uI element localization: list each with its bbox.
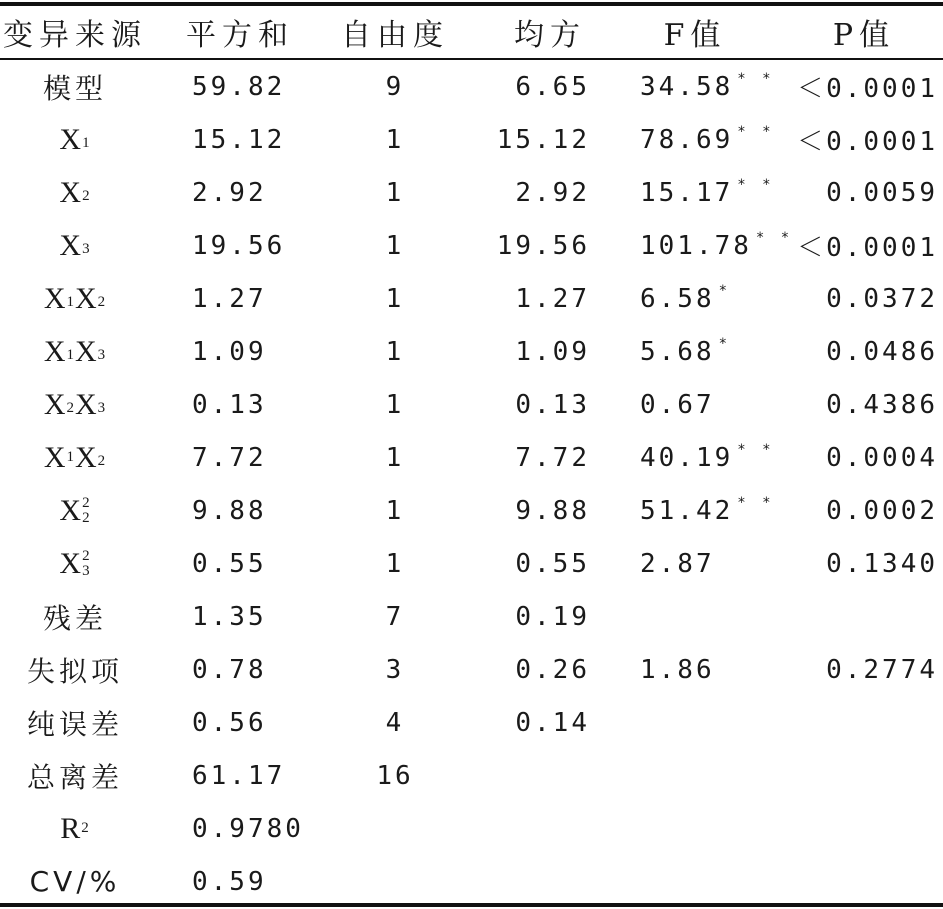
cell-df: 3	[385, 654, 405, 685]
cell-ms: 0.19	[515, 601, 590, 632]
table-row	[0, 272, 943, 325]
table-row	[0, 219, 943, 272]
cell-ss: 0.13	[192, 389, 267, 420]
cell-source: X $_2$	[59, 175, 91, 209]
significance-mark: * *	[755, 229, 794, 246]
cell-df: 1	[385, 177, 405, 208]
cell-ms: 15.12	[496, 124, 590, 155]
table-row	[0, 431, 943, 484]
cell-f	[610, 749, 780, 802]
significance-mark: *	[718, 282, 732, 299]
cell-ms: 9.88	[515, 495, 590, 526]
cell-p	[790, 855, 938, 908]
cell-source: X 2 2	[59, 493, 91, 527]
cell-source: X $_1$ X $_3$	[43, 334, 107, 368]
cell-p	[790, 802, 938, 855]
table-row	[0, 802, 943, 855]
cell-p: 0.2774	[826, 654, 938, 685]
cell-source: CV/%	[29, 865, 121, 898]
cell-source: 纯误差	[26, 707, 123, 741]
cell-ss: 0.9780	[192, 813, 304, 844]
cell-df: 1	[385, 548, 405, 579]
header-ss: 平方和	[186, 18, 294, 53]
cell-ss: 61.17	[192, 760, 286, 791]
cell-ms	[470, 802, 590, 855]
cell-source: 模型	[42, 71, 107, 105]
cell-p: 0.0004	[826, 442, 938, 473]
significance-mark: * *	[737, 176, 775, 193]
cell-df: 1	[385, 336, 405, 367]
cell-df: 9	[385, 71, 405, 102]
table-row	[0, 60, 943, 113]
significance-mark: * *	[737, 70, 775, 87]
cell-f: 40.19 * *	[640, 441, 775, 473]
cell-df: 1	[385, 283, 405, 314]
cell-ss: 2.92	[192, 177, 267, 208]
cell-source: X $_1$	[59, 122, 91, 156]
table-row	[0, 378, 943, 431]
cell-p: ＜0.0001	[797, 233, 938, 263]
cell-f: 15.17 * *	[640, 176, 775, 208]
cell-source: X 2 3	[59, 546, 91, 580]
cell-source: X $_2$ X $_3$	[43, 387, 107, 421]
cell-f: 34.58 * *	[640, 70, 775, 102]
cell-df: 16	[376, 760, 414, 791]
cell-p: 0.0372	[826, 283, 938, 314]
table-row	[0, 749, 943, 802]
cell-ss: 0.78	[192, 654, 267, 685]
cell-f: 78.69 * *	[640, 123, 775, 155]
table-row	[0, 590, 943, 643]
cell-source: 残差	[42, 601, 107, 635]
cell-f: 51.42 * *	[640, 494, 775, 526]
cell-ss: 19.56	[192, 230, 286, 261]
table-row	[0, 855, 943, 908]
cell-ms	[470, 749, 590, 802]
cell-ms: 0.13	[515, 389, 590, 420]
table-row	[0, 166, 943, 219]
cell-p: 0.0059	[826, 177, 938, 208]
cell-p: 0.1340	[826, 548, 938, 579]
table-row	[0, 537, 943, 590]
cell-f	[610, 855, 780, 908]
cell-source: X $_1$ X $_2$	[43, 281, 107, 315]
header-f: F值	[663, 18, 727, 53]
header-p: P值	[832, 18, 896, 53]
cell-df: 1	[385, 124, 405, 155]
cell-ms: 0.26	[515, 654, 590, 685]
cell-ms: 0.14	[515, 707, 590, 738]
cell-ms: 6.65	[515, 71, 590, 102]
header-row	[0, 6, 943, 58]
cell-p: 0.0002	[826, 495, 938, 526]
cell-p: 0.4386	[826, 389, 938, 420]
cell-source: 失拟项	[26, 654, 123, 688]
cell-f: 5.68 *	[640, 335, 732, 367]
cell-ss: 0.56	[192, 707, 267, 738]
cell-p: ＜0.0001	[797, 127, 938, 157]
cell-source: X 1 X $_2$	[43, 440, 107, 474]
cell-ms: 7.72	[515, 442, 590, 473]
header-source: 变异来源	[3, 18, 147, 53]
header-df: 自由度	[341, 18, 449, 53]
cell-f: 6.58 *	[640, 282, 732, 314]
significance-mark: * *	[737, 441, 775, 458]
cell-ss: 15.12	[192, 124, 286, 155]
table-row	[0, 113, 943, 166]
cell-source: 总离差	[26, 760, 123, 794]
cell-ms: 2.92	[515, 177, 590, 208]
cell-f: 2.87	[640, 548, 715, 579]
cell-ss: 1.27	[192, 283, 267, 314]
significance-mark: * *	[737, 494, 775, 511]
cell-p	[790, 590, 938, 643]
significance-mark: * *	[737, 123, 775, 140]
cell-f	[610, 590, 780, 643]
cell-df: 7	[385, 601, 405, 632]
cell-ms: 1.27	[515, 283, 590, 314]
table-row	[0, 696, 943, 749]
cell-ss: 1.35	[192, 601, 267, 632]
cell-ss: 7.72	[192, 442, 267, 473]
cell-ms	[470, 855, 590, 908]
cell-ss: 9.88	[192, 495, 267, 526]
cell-df	[330, 802, 460, 855]
table-row	[0, 325, 943, 378]
cell-f	[610, 696, 780, 749]
cell-f: 101.78 * *	[640, 229, 794, 261]
cell-f	[610, 802, 780, 855]
cell-f: 1.86	[640, 654, 715, 685]
cell-ss: 0.59	[192, 866, 267, 897]
cell-ss: 59.82	[192, 71, 286, 102]
cell-p: ＜0.0001	[797, 74, 938, 104]
cell-ss: 1.09	[192, 336, 267, 367]
cell-df: 1	[385, 442, 405, 473]
cell-p	[790, 696, 938, 749]
table-row	[0, 484, 943, 537]
cell-f: 0.67	[640, 389, 715, 420]
cell-ss: 0.55	[192, 548, 267, 579]
cell-df: 1	[385, 230, 405, 261]
cell-ms: 1.09	[515, 336, 590, 367]
bottom-rule	[0, 903, 943, 907]
cell-source: X $_3$	[59, 228, 91, 262]
cell-ms: 19.56	[496, 230, 590, 261]
significance-mark: *	[718, 335, 732, 352]
cell-p: 0.0486	[826, 336, 938, 367]
cell-ms: 0.55	[515, 548, 590, 579]
header-ms: 均方	[514, 18, 586, 53]
cell-df: 1	[385, 495, 405, 526]
cell-p	[790, 749, 938, 802]
table-row	[0, 643, 943, 696]
cell-df	[330, 855, 460, 908]
cell-df: 4	[385, 707, 405, 738]
cell-df: 1	[385, 389, 405, 420]
cell-source: R 2	[60, 811, 90, 845]
